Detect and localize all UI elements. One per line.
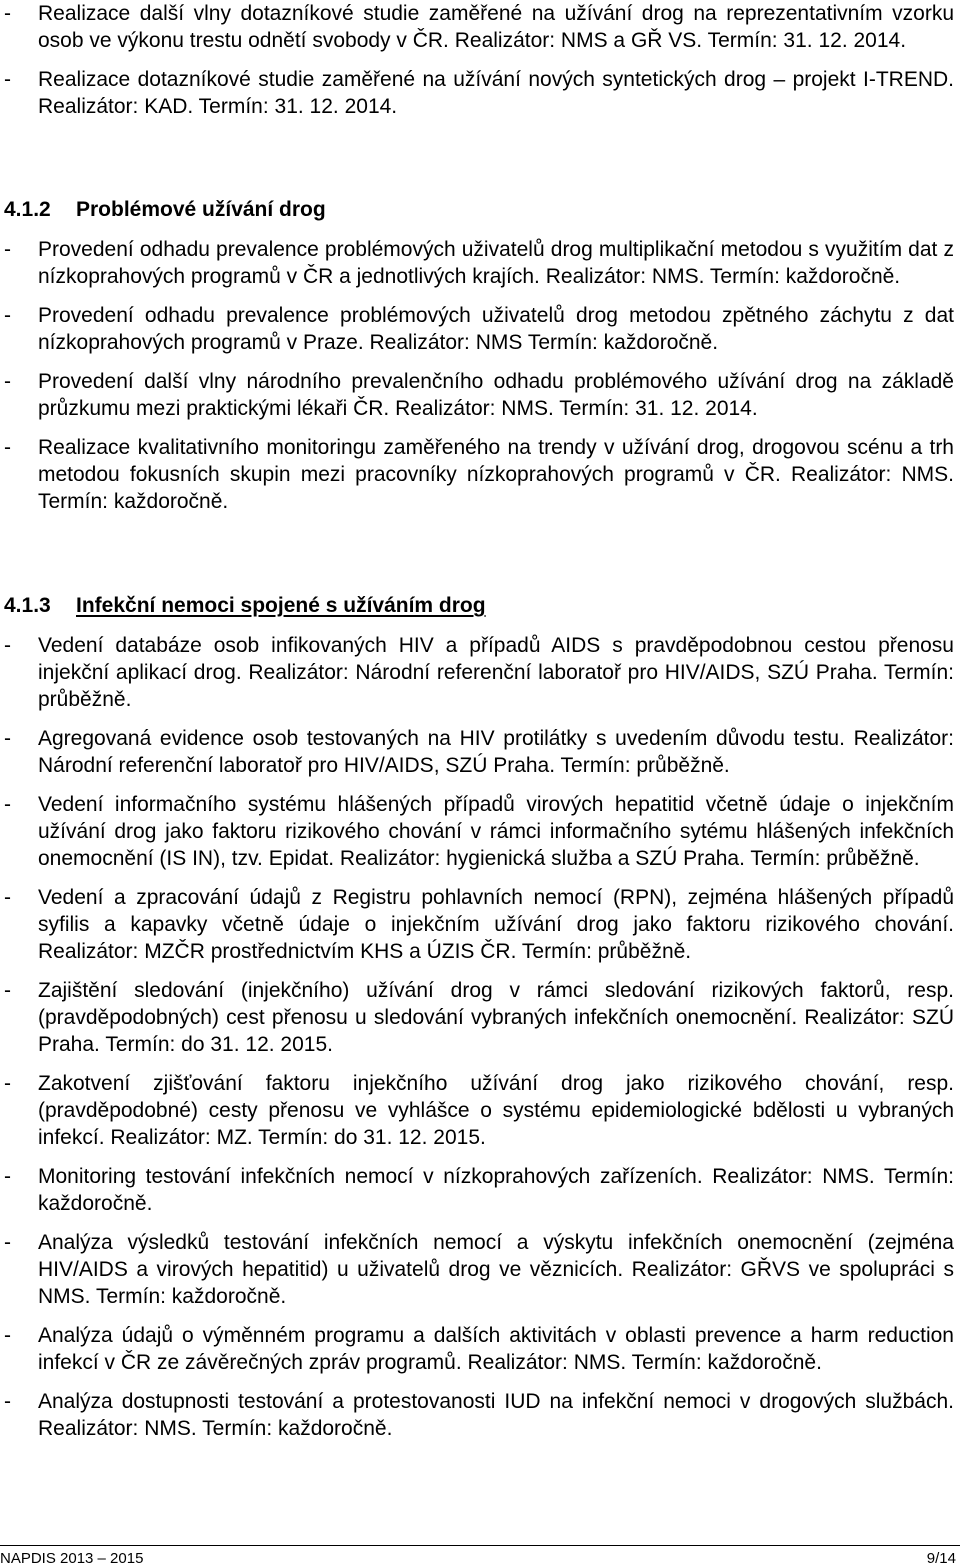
bullet-dash: - [4,304,11,327]
bullet-dash: - [4,436,11,459]
list-item [4,236,954,290]
list-item-text: Analýza dostupnosti testování a protestovanosti IUD na infekční nemoci v drogových službách. Realizátor: NMS. Termín: každoročně. [38,1390,954,1440]
list-item-text: Agregovaná evidence osob testovaných na HIV protilátky s uvedením důvodu testu. Realizátor: Národní referenční laboratoř pro HIV/AIDS, SZÚ Praha. Termín: průběžně. [38,727,954,777]
list-item-text: Vedení informačního systému hlášených případů virových hepatitid včetně údaje o injekčním užívání drog jako faktoru rizikového chování v rámci informačního sytému hlášených infekčních onemocnění (IS IN), tzv. Epidat. Realizátor: hygienická služba a SZÚ Praha. Termín: průběžně. [38,793,954,870]
list-item-text: Vedení a zpracování údajů z Registru pohlavních nemocí (RPN), zejména hlášených případů syfilis a kapavky včetně údaje o injekčním užívání drog jako faktoru rizikového chování. Realizátor: MZČR prostřednictvím KHS a ÚZIS ČR. Termín: průběžně. [38,886,954,963]
list-item-text: Vedení databáze osob infikovaných HIV a případů AIDS s pravděpodobnou cestou přenosu injekční aplikací drog. Realizátor: Národní referenční laboratoř pro HIV/AIDS, SZÚ Praha. Termín: průběžně. [38,634,954,711]
list-item [4,1163,954,1217]
list-item [4,1229,954,1310]
list-item-text: Realizace dotazníkové studie zaměřené na užívání nových syntetických drog – projekt I-TREND. Realizátor: KAD. Termín: 31. 12. 2014. [38,68,954,118]
section-heading-4-1-2 [4,196,326,223]
list-item-text: Realizace další vlny dotazníkové studie zaměřené na užívání drog na reprezentativním vzorku osob ve výkonu trestu odnětí svobody v ČR. Realizátor: NMS a GŘ VS. Termín: 31. 12. 2014. [38,2,954,52]
list-item [4,791,954,872]
footer-document-name: NAPDIS 2013 – 2015 [0,1550,144,1567]
list-item [4,884,954,965]
section-heading-4-1-3 [4,592,486,619]
list-item-text: Zakotvení zjišťování faktoru injekčního užívání drog jako rizikového chování, resp. (pravděpodobné) cesty přenosu ve vyhlášce o systému epidemiologické bdělosti u vybraných infekcí. Realizátor: MZ. Termín: do 31. 12. 2015. [38,1072,954,1149]
bullet-dash: - [4,634,11,657]
bullet-dash: - [4,1390,11,1413]
list-item [4,725,954,779]
list-item [4,1322,954,1376]
list-item-text: Analýza údajů o výměnném programu a dalších aktivitách v oblasti prevence a harm reduction infekcí v ČR ze závěrečných zpráv programů. Realizátor: NMS. Termín: každoročně. [38,1324,954,1374]
list-item [4,1070,954,1151]
list-item [4,302,954,356]
section-number: 4.1.3 [4,594,51,617]
list-item-text: Provedení odhadu prevalence problémových uživatelů drog multiplikační metodou s využitím dat z nízkoprahových programů v ČR a jednotlivých krajích. Realizátor: NMS. Termín: každoročně. [38,238,954,288]
list-item-text: Monitoring testování infekčních nemocí v nízkoprahových zařízeních. Realizátor: NMS. Termín: každoročně. [38,1165,954,1215]
bullet-dash: - [4,793,11,816]
list-item [4,66,954,120]
section-title: Problémové užívání drog [76,198,326,221]
bullet-dash: - [4,1072,11,1095]
list-item-text: Analýza výsledků testování infekčních nemocí a výskytu infekčních onemocnění (zejména HIV/AIDS a virových hepatitid) u uživatelů drog ve věznicích. Realizátor: GŘVS ve spolupráci s NMS. Termín: každoročně. [38,1231,954,1308]
bullet-dash: - [4,68,11,91]
bullet-dash: - [4,1231,11,1254]
bullet-dash: - [4,2,11,25]
bullet-dash: - [4,1324,11,1347]
list-item [4,1388,954,1442]
bullet-dash: - [4,886,11,909]
bullet-dash: - [4,238,11,261]
section-number: 4.1.2 [4,198,51,221]
list-item-text: Provedení odhadu prevalence problémových uživatelů drog metodou zpětného záchytu z dat nízkoprahových programů v Praze. Realizátor: NMS Termín: každoročně. [38,304,954,354]
section-title: Infekční nemoci spojené s užíváním drog [76,594,486,617]
list-item [4,434,954,515]
section-4-1-3-list [4,632,954,1442]
bullet-dash: - [4,370,11,393]
list-item-text: Zajištění sledování (injekčního) užívání drog v rámci sledování rizikových faktorů, resp. (pravděpodobných) cest přenosu u sledování vybraných infekčních onemocnění. Realizátor: SZÚ Praha. Termín: do 31. 12. 2015. [38,979,954,1056]
list-item [4,0,954,54]
footer-divider [0,1545,960,1546]
top-list [4,0,954,120]
footer-page-number: 9/14 [926,1550,956,1567]
list-item-text: Provedení další vlny národního prevalenčního odhadu problémového užívání drog na základě průzkumu mezi praktickými lékaři ČR. Realizátor: NMS. Termín: 31. 12. 2014. [38,370,954,420]
list-item [4,977,954,1058]
bullet-dash: - [4,979,11,1002]
list-item-text: Realizace kvalitativního monitoringu zaměřeného na trendy v užívání drog, drogovou scénu a trh metodou fokusních skupin mezi pracovníky nízkoprahových programů v ČR. Realizátor: NMS. Termín: každoročně. [38,436,954,513]
section-4-1-2-list [4,236,954,515]
bullet-dash: - [4,727,11,750]
bullet-dash: - [4,1165,11,1188]
list-item [4,368,954,422]
list-item [4,632,954,713]
